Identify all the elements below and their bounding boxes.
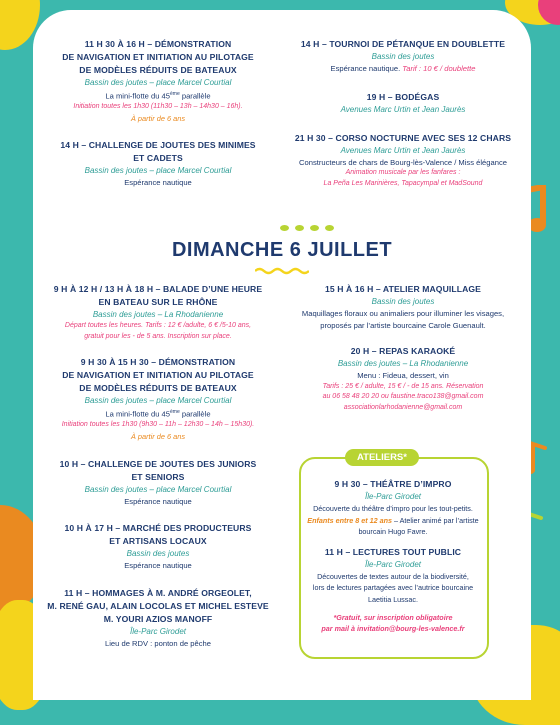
event-title: 21 H 30 – CORSO NOCTURNE AVEC SES 12 CHARS — [294, 132, 512, 143]
event-demonstration-sunday — [43, 356, 273, 443]
event-title: 11 H – HOMMAGES À M. ANDRÉ ORGEOLET, M. RENÉ GAU, ALAIN LOCOLAS ET MICHEL ESTEVE M. YOURI AZIOS MANOFF — [47, 587, 269, 624]
event-title: 9 H À 12 H / 13 H À 18 H – BALADE D’UNE HEURE EN BATEAU SUR LE RHÔNE — [53, 284, 263, 307]
event-title: 20 H – REPAS KARAOKÉ — [350, 346, 456, 356]
event-description: Espérance nautique. Tarif : 10 € / doublette — [330, 64, 476, 73]
ateliers-note: *Gratuit, sur inscription obligatoire par mail à invitation@bourg-les-valence.fr — [321, 613, 465, 633]
event-location: Bassin des joutes – place Marcel Courtial — [84, 78, 232, 87]
event-title: 14 H – TOURNOI DE PÉTANQUE EN DOUBLETTE — [300, 39, 506, 49]
event-location: Île-Parc Girodet — [129, 626, 187, 636]
event-location: Bassin des joutes – place Marcel Courtial — [84, 165, 232, 175]
event-location: Bassin des joutes – La Rhodanienne — [337, 359, 469, 368]
event-title: 19 H – BODÉGAS — [366, 91, 440, 102]
event-bodegas — [283, 91, 523, 116]
event-balade-bateau — [43, 283, 273, 342]
day-title: DIMANCHE 6 JUILLET — [171, 239, 393, 261]
decorative-dots — [280, 218, 340, 236]
event-description: Menu : Fideua, dessert, vin — [357, 371, 449, 380]
event-location: Avenues Marc Urtin et Jean Jaurès — [340, 104, 466, 114]
event-location: Avenues Marc Urtin et Jean Jaurès — [340, 145, 466, 155]
event-title: 15 H À 16 H – ATELIER MAQUILLAGE — [325, 284, 481, 294]
sunday-left-column — [43, 283, 273, 649]
event-atelier-maquillage — [283, 283, 523, 331]
event-description: Espérance nautique — [124, 496, 192, 506]
wave-divider — [255, 267, 309, 275]
event-description: Lieu de RDV : ponton de pêche — [105, 638, 211, 648]
event-title: 11 H 30 À 16 H – DÉMONSTRATION DE NAVIGATION ET INITIATION AU PILOTAGE DE MODÈLES RÉDUITS DE BATEAUX — [62, 39, 254, 75]
event-description: La mini-flotte du 45ème parallèle — [105, 91, 211, 101]
event-petanque — [283, 38, 523, 75]
event-description: Maquillages floraux ou animaliers pour illuminer les visages, proposés par l’artiste bourcaine Carole Guenault. — [301, 309, 505, 330]
event-marche-producteurs — [43, 522, 273, 572]
event-title: 9 H 30 À 15 H 30 – DÉMONSTRATION DE NAVIGATION ET INITIATION AU PILOTAGE DE MODÈLES RÉDUITS DE BATEAUX — [62, 357, 254, 393]
event-title: 9 H 30 – THÉÂTRE D’IMPRO — [334, 479, 452, 489]
event-location: Île-Parc Girodet — [364, 492, 422, 501]
event-location: Bassin des joutes — [371, 52, 435, 61]
saturday-left-column — [43, 38, 273, 188]
event-schedule: Initiation toutes les 1h30 (11h30 – 13h – 14h30 – 16h). — [73, 103, 243, 111]
event-location: Bassin des joutes – La Rhodanienne — [92, 310, 224, 319]
event-music: Animation musicale par les fanfares : La Peña Les Marinières, Tapacympal et MadSound — [323, 169, 483, 187]
event-description: Découverte du théâtre d’impro pour les tout-petits. Enfants entre 8 et 12 ans – Atelier animé par l’artiste bourcain Hugo Favre. — [307, 504, 479, 536]
event-title: 10 H À 17 H – MARCHÉ DES PRODUCTEURS ET ARTISANS LOCAUX — [64, 523, 252, 547]
event-title: 14 H – CHALLENGE DE JOUTES DES MINIMES ET CADETS — [60, 139, 256, 163]
event-demonstration-saturday — [43, 38, 273, 125]
ateliers-content — [300, 478, 486, 634]
event-title: 11 H – LECTURES TOUT PUBLIC — [324, 546, 462, 557]
event-pricing: Départ toutes les heures. Tarifs : 12 € /adulte, 6 € /5-10 ans, gratuit pour les - de 5 ans. Inscription sur place. — [64, 322, 252, 340]
event-age: À partir de 6 ans — [130, 431, 186, 441]
sunday-right-column — [283, 283, 523, 413]
event-location: Bassin des joutes — [371, 297, 435, 306]
event-title: 10 H – CHALLENGE DE JOUTES DES JUNIORS ET SENIORS — [59, 458, 257, 482]
event-challenge-juniors — [43, 458, 273, 508]
event-location: Bassin des joutes – place Marcel Courtial — [84, 396, 232, 405]
event-description: La mini-flotte du 45ème parallèle — [105, 409, 211, 419]
event-theatre-impro — [300, 478, 486, 538]
event-description: Espérance nautique — [124, 177, 192, 187]
event-reservation: Tarifs : 25 € / adulte, 15 € / - de 15 ans. Réservation au 06 58 48 20 20 ou faustine.traco138@gmail.com associationlarhodanienne@gmail.com — [322, 382, 484, 411]
event-hommages — [43, 587, 273, 650]
event-challenge-minimes — [43, 139, 273, 189]
event-description: Espérance nautique — [124, 561, 192, 571]
event-repas-karaoke — [283, 345, 523, 413]
saturday-right-column — [283, 38, 523, 189]
event-age: À partir de 6 ans — [130, 113, 186, 123]
event-schedule: Initiation toutes les 1h30 (9h30 – 11h – 12h30 – 14h – 15h30). — [61, 421, 255, 429]
event-description: Constructeurs de chars de Bourg-lès-Valence / Miss élégance — [299, 157, 507, 167]
event-location: Bassin des joutes – place Marcel Courtial — [84, 484, 232, 494]
event-lectures — [300, 546, 486, 606]
event-corso — [283, 132, 523, 190]
ateliers-tag: ATELIERS* — [345, 449, 419, 466]
event-description: Découvertes de textes autour de la biodiversité, lors de lectures partagées avec l’autrice bourcaine Laetitia Lussac. — [312, 571, 474, 604]
event-location: Bassin des joutes — [126, 549, 190, 559]
event-location: Île-Parc Girodet — [364, 559, 422, 569]
